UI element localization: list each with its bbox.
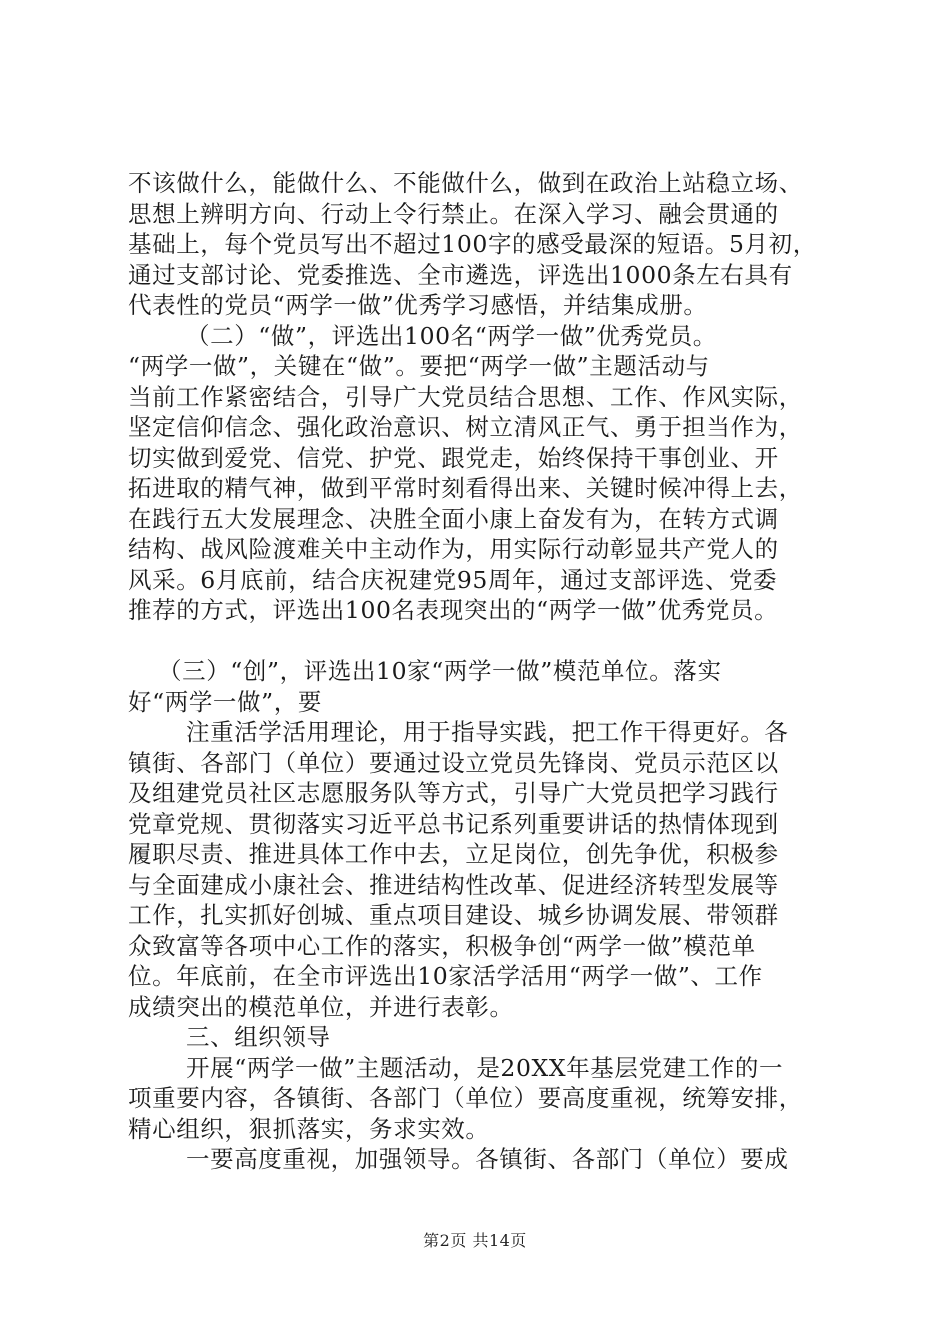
paragraph-line: 推荐的方式，评选出100名表现突出的“两学一做”优秀党员。	[128, 596, 779, 624]
paragraph-line: 位。年底前，在全市评选出10家活学活用“两学一做”、工作	[128, 962, 763, 990]
paragraph-line: 众致富等各项中心工作的落实，积极争创“两学一做”模范单	[128, 931, 756, 960]
blank-line	[128, 626, 852, 657]
paragraph-line: 当前工作紧密结合，引导广大党员结合思想、工作、作风实际，	[128, 382, 803, 411]
section-heading: （二）“做”，评选出100名“两学一做”优秀党员。	[186, 321, 717, 350]
paragraph-line: 开展“两学一做”主题活动，是20XX年基层党建工作的一	[186, 1053, 784, 1082]
paragraph-line: 党章党规、贯彻落实习近平总书记系列重要讲话的热情体现到	[128, 809, 779, 838]
paragraph-line: 切实做到爱党、信党、护党、跟党走，始终保持干事创业、开	[128, 443, 779, 472]
paragraph-line: 思想上辨明方向、行动上令行禁止。在深入学习、融会贯通的	[128, 199, 779, 228]
paragraph-line: 与全面建成小康社会、推进结构性改革、促进经济转型发展等	[128, 870, 779, 899]
section-heading: 三、组织领导	[186, 1023, 331, 1051]
paragraph-line: 精心组织，狠抓落实，务求实效。	[128, 1114, 490, 1143]
paragraph-line: 注重活学活用理论，用于指导实践，把工作干得更好。各	[186, 718, 789, 746]
paragraph-line: 一要高度重视，加强领导。各镇街、各部门（单位）要成	[186, 1145, 789, 1173]
paragraph-line: “两学一做”，关键在“做”。要把“两学一做”主题活动与	[128, 352, 710, 380]
paragraph-line: 坚定信仰信念、强化政治意识、树立清风正气、勇于担当作为，	[128, 413, 803, 441]
paragraph-line: 拓进取的精气神，做到平常时刻看得出来、关键时候冲得上去，	[128, 474, 803, 502]
section-heading: （三）“创”，评选出10家“两学一做”模范单位。落实	[158, 657, 722, 685]
paragraph-line: 在践行五大发展理念、决胜全面小康上奋发有为，在转方式调	[128, 504, 779, 533]
paragraph-line: 成绩突出的模范单位，并进行表彰。	[128, 992, 514, 1021]
paragraph-line: 代表性的党员“两学一做”优秀学习感悟，并结集成册。	[128, 291, 708, 319]
paragraph-line: 基础上，每个党员写出不超过100字的感受最深的短语。5月初，	[128, 230, 817, 258]
paragraph-line: 项重要内容，各镇街、各部门（单位）要高度重视，统筹安排，	[128, 1084, 803, 1112]
paragraph-line: 及组建党员社区志愿服务队等方式，引导广大党员把学习践行	[128, 779, 779, 807]
paragraph-line: 结构、战风险渡难关中主动作为，用实际行动彰显共产党人的	[128, 535, 779, 563]
paragraph-line: 履职尽责、推进具体工作中去，立足岗位，创先争优，积极参	[128, 840, 779, 868]
paragraph-line: 通过支部讨论、党委推选、全市遴选，评选出1000条左右具有	[128, 260, 793, 289]
paragraph-line: 工作，扎实抓好创城、重点项目建设、城乡协调发展、带领群	[128, 901, 779, 929]
paragraph-line: 不该做什么，能做什么、不能做什么，做到在政治上站稳立场、	[128, 169, 803, 197]
paragraph-line: 镇街、各部门（单位）要通过设立党员先锋岗、党员示范区以	[128, 748, 779, 777]
page-number-footer: 第2页 共14页	[423, 1231, 527, 1250]
paragraph-line: 风采。6月底前，结合庆祝建党95周年，通过支部评选、党委	[128, 565, 778, 594]
document-body	[128, 168, 852, 1175]
paragraph-line: 好“两学一做”，要	[128, 687, 322, 716]
